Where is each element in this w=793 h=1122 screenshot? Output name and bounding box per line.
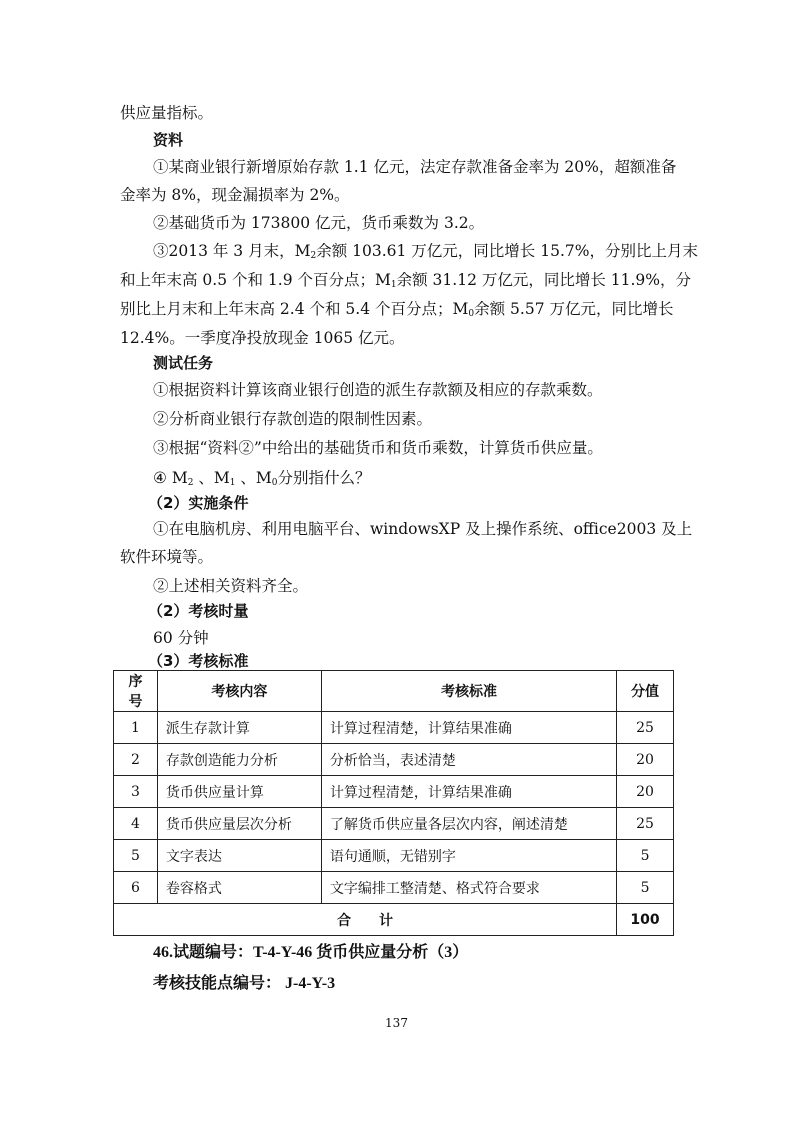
table-cell: 5	[617, 840, 674, 872]
subscript: 1	[229, 478, 236, 488]
table-cell: 1	[114, 712, 158, 744]
text-line: ②基础货币为 173800 亿元，货币乘数为 3.2。	[153, 214, 485, 232]
section-heading-standard: （3）考核标准	[148, 652, 249, 670]
question-heading: 46.试题编号：T-4-Y-46 货币供应量分析（3）	[153, 944, 469, 961]
table-cell: 20	[617, 776, 674, 808]
subscript: 0	[271, 478, 278, 488]
total-value: 100	[617, 904, 674, 936]
text-segment: ④ M	[153, 469, 188, 487]
text-line: ①根据资料计算该商业银行创造的派生存款额及相应的存款乘数。	[153, 381, 603, 399]
table-cell: 2	[114, 744, 158, 776]
text-segment: 和上年末高 0.5 个和 1.9 个百分点；M	[120, 271, 391, 289]
table-cell: 5	[617, 872, 674, 904]
text-line	[120, 299, 680, 324]
text-line: 软件环境等。	[120, 548, 214, 566]
subscript: 2	[310, 251, 317, 261]
text-line: ③根据“资料②”中给出的基础货币和货币乘数，计算货币供应量。	[153, 439, 603, 457]
text-segment: 余额 31.12 万亿元，同比增长 11.9%，分	[396, 271, 692, 289]
table-cell: 货币供应量计算	[157, 776, 321, 808]
text-segment: 、M	[235, 469, 272, 487]
column-header: 考核内容	[157, 671, 321, 712]
table-cell: 4	[114, 808, 158, 840]
table-cell: 5	[114, 840, 158, 872]
column-header: 序号	[114, 671, 158, 712]
table-cell: 了解货币供应量各层次内容，阐述清楚	[321, 808, 616, 840]
skill-code-heading: 考核技能点编号： J-4-Y-3	[153, 975, 336, 992]
text-line	[153, 241, 713, 266]
text-segment: 、M	[193, 469, 230, 487]
table-cell: 25	[617, 712, 674, 744]
text-segment: 分别指什么？	[277, 469, 371, 487]
text-segment: ③2013 年 3 月末，M	[153, 242, 311, 260]
page-number: 137	[385, 1016, 408, 1030]
table-cell: 计算过程清楚，计算结果准确	[321, 776, 616, 808]
text-segment: 余额 5.57 万亿元，同比增长	[474, 300, 674, 318]
column-header: 考核标准	[321, 671, 616, 712]
text-line: 供应量指标。	[120, 104, 214, 122]
column-header: 分值	[617, 671, 674, 712]
table-cell: 语句通顺，无错别字	[321, 840, 616, 872]
table-cell: 卷容格式	[157, 872, 321, 904]
table-cell: 3	[114, 776, 158, 808]
table-row	[114, 712, 674, 744]
table-total-row	[114, 904, 674, 936]
text-line: 金率为 8%，现金漏损率为 2%。	[120, 186, 350, 204]
table-header-row	[114, 671, 674, 712]
section-heading-time: （2）考核时量	[148, 602, 249, 620]
total-label: 合 计	[114, 904, 617, 936]
text-line: ②上述相关资料齐全。	[153, 577, 309, 595]
subscript: 0	[468, 309, 475, 319]
section-heading-task: 测试任务	[153, 354, 214, 372]
table-cell: 派生存款计算	[157, 712, 321, 744]
table-row	[114, 840, 674, 872]
table-cell: 存款创造能力分析	[157, 744, 321, 776]
text-line	[153, 468, 713, 493]
table-cell: 计算过程清楚，计算结果准确	[321, 712, 616, 744]
assessment-table	[113, 670, 674, 936]
text-line: ①某商业银行新增原始存款 1.1 亿元，法定存款准备金率为 20%，超额准备	[153, 158, 677, 176]
table-row	[114, 808, 674, 840]
table-cell: 文字表达	[157, 840, 321, 872]
table-cell: 6	[114, 872, 158, 904]
text-segment: 余额 103.61 万亿元，同比增长 15.7%，分别比上月末	[316, 242, 698, 260]
subscript: 1	[390, 280, 397, 290]
text-segment: 别比上月末和上年末高 2.4 个和 5.4 个百分点；M	[120, 300, 469, 318]
table-cell: 文字编排工整清楚、格式符合要求	[321, 872, 616, 904]
subscript: 2	[187, 478, 194, 488]
section-heading-conditions: （2）实施条件	[148, 494, 249, 512]
table-cell: 25	[617, 808, 674, 840]
text-line: 12.4%。一季度净投放现金 1065 亿元。	[120, 329, 405, 347]
text-line: ②分析商业银行存款创造的限制性因素。	[153, 410, 433, 428]
table-row	[114, 744, 674, 776]
text-line	[120, 270, 692, 295]
section-heading-material: 资料	[153, 131, 184, 149]
text-line: 60 分钟	[153, 629, 209, 647]
table-cell: 20	[617, 744, 674, 776]
table-cell: 货币供应量层次分析	[157, 808, 321, 840]
table-row	[114, 776, 674, 808]
table-row	[114, 872, 674, 904]
text-line: ①在电脑机房、利用电脑平台、windowsXP 及上操作系统、office2003 及上	[153, 520, 693, 538]
table-cell: 分析恰当，表述清楚	[321, 744, 616, 776]
